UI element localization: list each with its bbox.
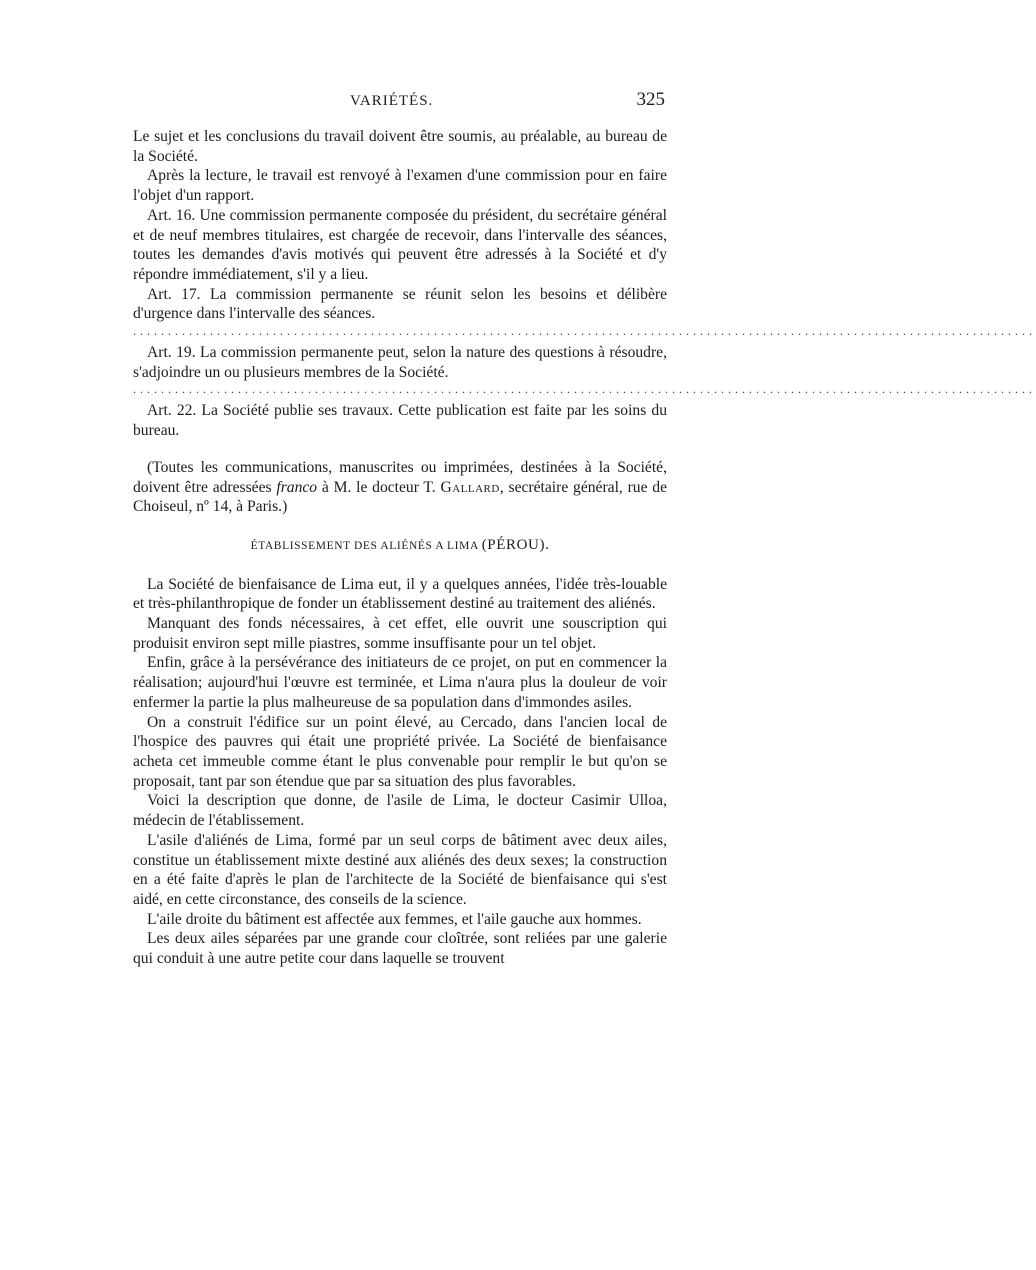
article-paragraph-4: On a construit l'édifice sur un point élevé, au Cercado, dans l'ancien local de l'hospice des pauvres qui était une propriété privée. La Société de bienfaisance acheta cet immeuble comme étant le plus convenable pour remplir le but qu'on se proposait, tant par son étendue que par sa situation des plus favorables.: [133, 713, 667, 790]
article-paragraph-3: Enfin, grâce à la persévérance des initiateurs de ce projet, on put en commencer la réalisation; aujourd'hui l'œuvre est terminée, et Lima n'aura plus la douleur de voir enfermer la partie la plus malheureuse de sa population dans d'immondes asiles.: [133, 654, 667, 711]
article-paragraph-7: L'aile droite du bâtiment est affectée aux femmes, et l'aile gauche aux hommes.: [147, 910, 642, 928]
note-text-mid: à M. le docteur T.: [317, 478, 441, 496]
note-name: Gallard: [440, 478, 500, 496]
page-number: 325: [636, 89, 665, 110]
note-text-end: , secrétaire général, rue de Choiseul, nº 14, à Paris.): [133, 478, 668, 516]
article-paragraph-5: Voici la description que donne, de l'asile de Lima, le docteur Casimir Ulloa, médecin de l'établissement.: [133, 792, 667, 830]
article-paragraph-1: La Société de bienfaisance de Lima eut, il y a quelques années, l'idée très-louable et très-philanthropique de fonder un établissement destiné au traitement des aliénés.: [133, 575, 667, 613]
paragraph-reading: Après la lecture, le travail est renvoyé à l'examen d'une commission pour en faire l'objet d'un rapport.: [133, 167, 667, 205]
page-body: [133, 127, 1036, 969]
ellipsis-divider: .................................................................................................................................: [133, 324, 1036, 339]
paragraph-art-19: Art. 19. La commission permanente peut, selon la nature des questions à résoudre, s'adjoindre un ou plusieurs membres de la Société.: [133, 344, 667, 381]
running-head: VARIÉTÉS.: [350, 93, 434, 109]
paragraph-art-22: Art. 22. La Société publie ses travaux. Cette publication est faite par les soins du bureau.: [133, 402, 667, 440]
note-franco: franco: [276, 478, 318, 496]
paragraph-art-17: Art. 17. La commission permanente se réunit selon les besoins et délibère d'urgence dans l'intervalle des séances.: [133, 285, 667, 323]
communications-note: [133, 458, 667, 517]
ellipsis-divider: .................................................................................................................................: [133, 382, 1036, 397]
note-text-start: (Toutes les communications, manuscrites ou imprimées, destinées à la Société, doivent être adressées: [133, 458, 667, 496]
section-title-main: ÉTABLISSEMENT DES ALIÉNÉS A LIMA: [250, 539, 479, 552]
paragraph-submission: Le sujet et les conclusions du travail doivent être soumis, au préalable, au bureau de la Société.: [133, 128, 667, 165]
page-header: [135, 89, 665, 119]
article-paragraph-6: L'asile d'aliénés de Lima, formé par un seul corps de bâtiment avec deux ailes, constitue un établissement mixte destiné aux aliénés des deux sexes; la construction en a été faite d'après le plan de l'architecte de la Société de bienfaisance qui s'est aidé, en cette circonstance, des conseils de la science.: [133, 831, 667, 908]
paragraph-art-16: Art. 16. Une commission permanente composée du président, du secrétaire général et de neuf membres titulaires, est chargée de recevoir, dans l'intervalle des séances, toutes les demandes d'avis motivés qui peuvent être adressés à la Société et d'y répondre immédiatement, s'il y a lieu.: [133, 206, 667, 283]
section-title: [133, 536, 667, 557]
article-paragraph-8: Les deux ailes séparées par une grande cour cloîtrée, sont reliées par une galerie qui conduit à une autre petite cour dans laquelle se trouvent: [133, 930, 667, 968]
section-title-paren: (PÉROU).: [481, 536, 550, 553]
article-paragraph-2: Manquant des fonds nécessaires, à cet effet, elle ouvrit une souscription qui produisit environ sept mille piastres, somme insuffisante pour un tel objet.: [133, 615, 667, 652]
